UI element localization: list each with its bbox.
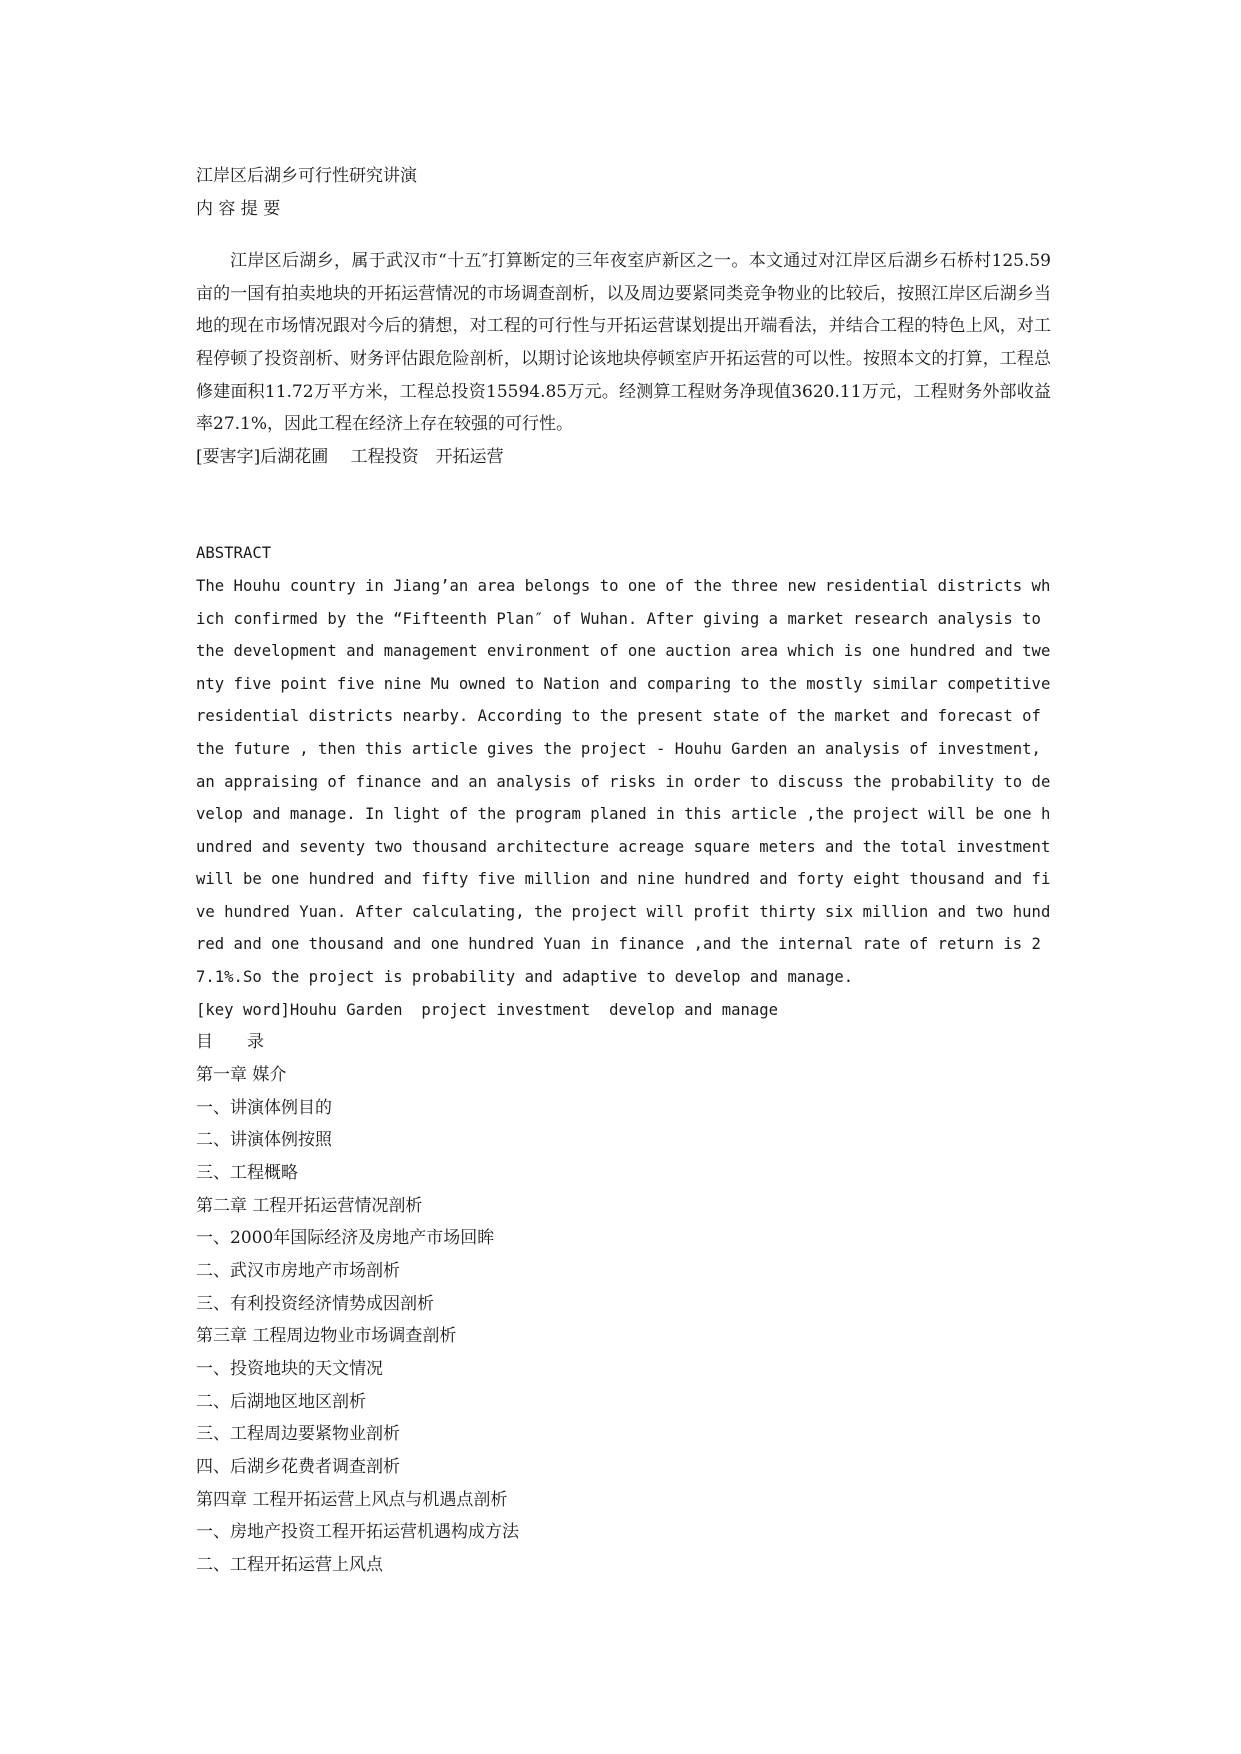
document-page	[196, 160, 1051, 1582]
toc-item: 一、2000年国际经济及房地产市场回眸	[196, 1228, 495, 1249]
toc-heading: 目 录	[196, 1032, 264, 1053]
spacer	[196, 473, 1051, 537]
toc-item: 第一章 媒介	[196, 1064, 287, 1085]
toc-item: 二、讲演体例按照	[196, 1130, 332, 1151]
toc-item: 二、工程开拓运营上风点	[196, 1555, 383, 1576]
chinese-keywords: [要害字]后湖花圃 工程投资 开拓运营	[196, 446, 504, 467]
document-title: 江岸区后湖乡可行性研究讲演	[196, 166, 417, 186]
toc-item: 三、工程周边要紧物业剖析	[196, 1424, 400, 1445]
english-abstract: The Houhu country in Jiang’an area belongs to one of the three new residential districts which confirmed by the “Fifteenth Plan″ of Wuhan. After giving a market research analysis to the development and management environment of one auction area which is one hundred and twenty five point five nine Mu owned to Nation and comparing to the mostly similar competitive residential districts nearby. According to the present state of the market and forecast of the future , then this article gives the project - Houhu Garden an analysis of investment, an appraising of finance and an analysis of risks in order to discuss the probability to develop and manage. In light of the program planed in this article ,the project will be one hundred and seventy two thousand architecture acreage square meters and the total investment will be one hundred and fifty five million and nine hundred and forty eight thousand and five hundred Yuan. After calculating, the project will profit thirty six million and two hundred and one thousand and one hundred Yuan in finance ,and the internal rate of return is 27.1%.So the project is probability and adaptive to develop and manage.	[196, 576, 1051, 987]
toc-item: 四、后湖乡花费者调查剖析	[196, 1457, 400, 1478]
toc-item: 一、投资地块的天文情况	[196, 1359, 383, 1380]
summary-heading: 内 容 提 要	[196, 198, 281, 219]
toc-item: 二、后湖地区地区剖析	[196, 1391, 366, 1412]
toc-item: 第三章 工程周边物业市场调查剖析	[196, 1326, 457, 1347]
abstract-heading: ABSTRACT	[196, 544, 272, 563]
toc-item: 第四章 工程开拓运营上风点与机遇点剖析	[196, 1489, 508, 1510]
toc-item: 一、讲演体例目的	[196, 1097, 332, 1118]
chinese-summary: 江岸区后湖乡，属于武汉市“十五″打算断定的三年夜室庐新区之一。本文通过对江岸区后湖乡石桥村125.59亩的一国有拍卖地块的开拓运营情况的市场调查剖析，以及周边要紧同类竞争物业的比较后，按照江岸区后湖乡当地的现在市场情况跟对今后的猜想，对工程的可行性与开拓运营谋划提出开端看法，并结合工程的特色上风，对工程停顿了投资剖析、财务评估跟危险剖析，以期讨论该地块停顿室庐开拓运营的可以性。按照本文的打算，工程总修建面积11.72万平方米，工程总投资15594.85万元。经测算工程财务净现值3620.11万元，工程财务外部收益率27.1%，因此工程在经济上存在较强的可行性。	[196, 251, 1051, 435]
table-of-contents	[196, 1059, 1051, 1582]
toc-item: 三、有利投资经济情势成因剖析	[196, 1293, 434, 1314]
spacer	[196, 225, 1051, 245]
toc-item: 第二章 工程开拓运营情况剖析	[196, 1195, 423, 1216]
english-keywords: [key word]Houhu Garden project investment develop and manage	[196, 1000, 779, 1019]
toc-item: 二、武汉市房地产市场剖析	[196, 1260, 400, 1281]
toc-item: 一、房地产投资工程开拓运营机遇构成方法	[196, 1522, 519, 1543]
toc-item: 三、工程概略	[196, 1162, 298, 1183]
